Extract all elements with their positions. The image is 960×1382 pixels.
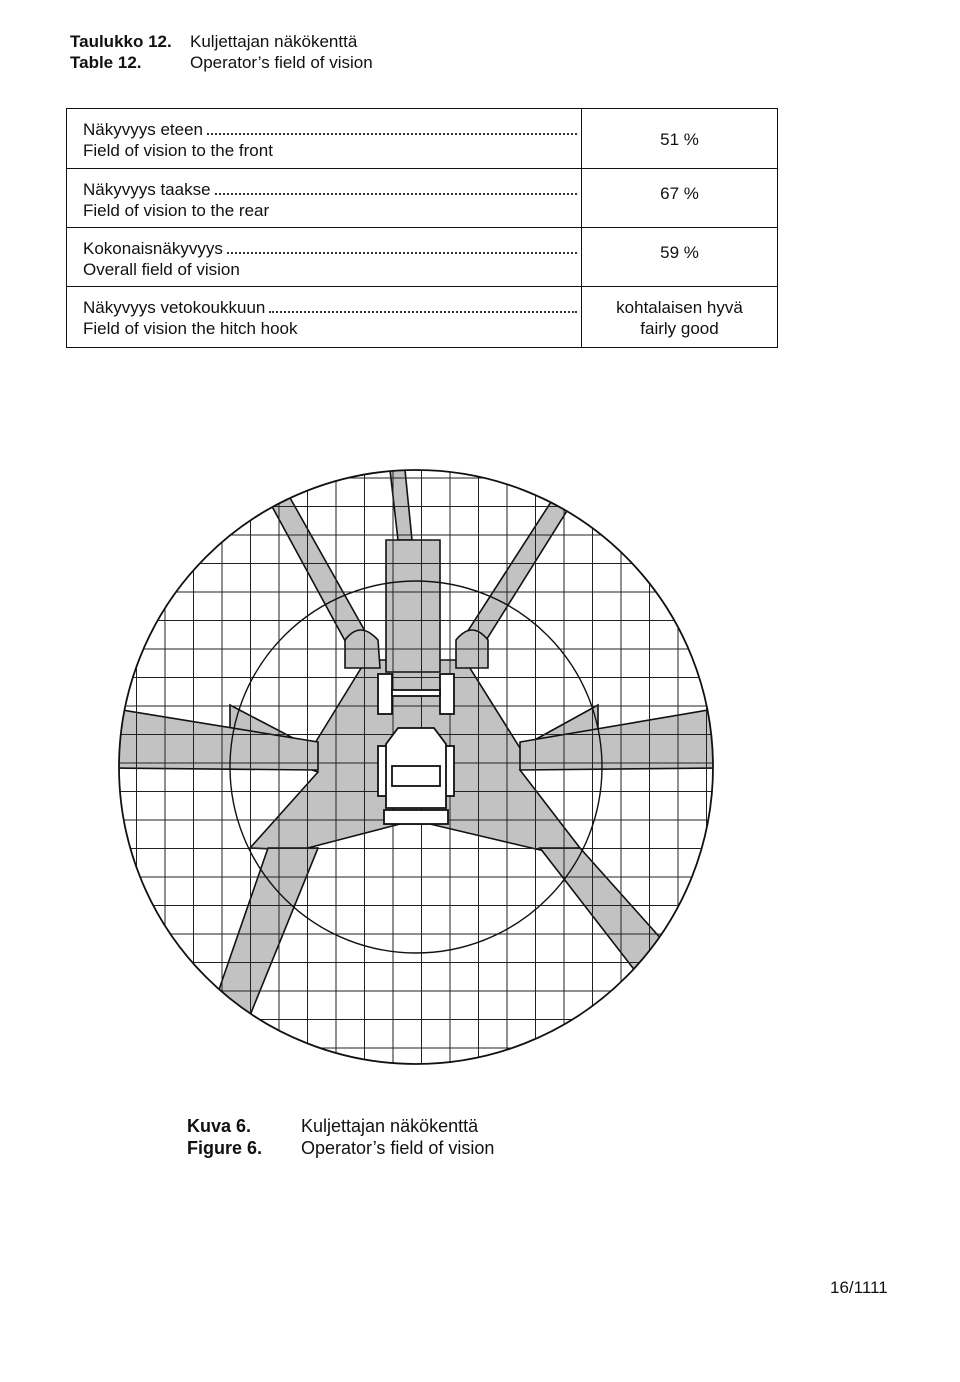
figure-caption-en-label: Figure 6. <box>187 1138 263 1158</box>
front-right-wheel <box>440 674 454 714</box>
row-value: kohtalaisen hyvä <box>616 298 743 317</box>
figure-caption-en-title: Operator’s field of vision <box>301 1138 495 1158</box>
row-label-fi: Näkyvyys eteen <box>83 120 203 139</box>
row-value: 59 % <box>660 243 699 262</box>
hitch <box>384 810 448 824</box>
table-caption-fi-title: Kuljettajan näkökenttä <box>190 32 358 51</box>
tractor-outline <box>378 674 454 824</box>
right-side-blind-zone <box>520 708 720 770</box>
row-value-en: fairly good <box>640 319 719 338</box>
bonnet-zone <box>386 540 440 672</box>
table-caption-en-title: Operator’s field of vision <box>190 53 373 72</box>
row-label-fi: Näkyvyys vetokoukkuun <box>83 298 266 317</box>
cab-seat <box>392 766 440 786</box>
row-label-en: Overall field of vision <box>83 260 240 279</box>
figure-caption <box>187 1115 494 1159</box>
front-left-wheel <box>378 674 392 714</box>
page-number: 16/1111 <box>830 1278 888 1297</box>
row-label-fi: Kokonaisnäkyvyys <box>83 239 223 258</box>
front-axle <box>392 690 440 696</box>
row-value: 67 % <box>660 184 699 203</box>
figure-caption-fi-title: Kuljettajan näkökenttä <box>301 1116 479 1136</box>
rear-right-pillar-zone <box>540 848 680 990</box>
left-side-blind-zone <box>110 708 318 770</box>
row-label-en: Field of vision the hitch hook <box>83 319 298 338</box>
row-value: 51 % <box>660 130 699 149</box>
row-label-en: Field of vision to the rear <box>83 201 270 220</box>
row-label-en: Field of vision to the front <box>83 141 273 160</box>
table-caption-en-label: Table 12. <box>70 53 142 72</box>
table-caption-fi-label: Taulukko 12. <box>70 32 172 51</box>
front-left-pillar-zone <box>262 480 370 650</box>
figure-caption-fi-label: Kuva 6. <box>187 1116 252 1136</box>
row-label-fi: Näkyvyys taakse <box>83 180 211 199</box>
